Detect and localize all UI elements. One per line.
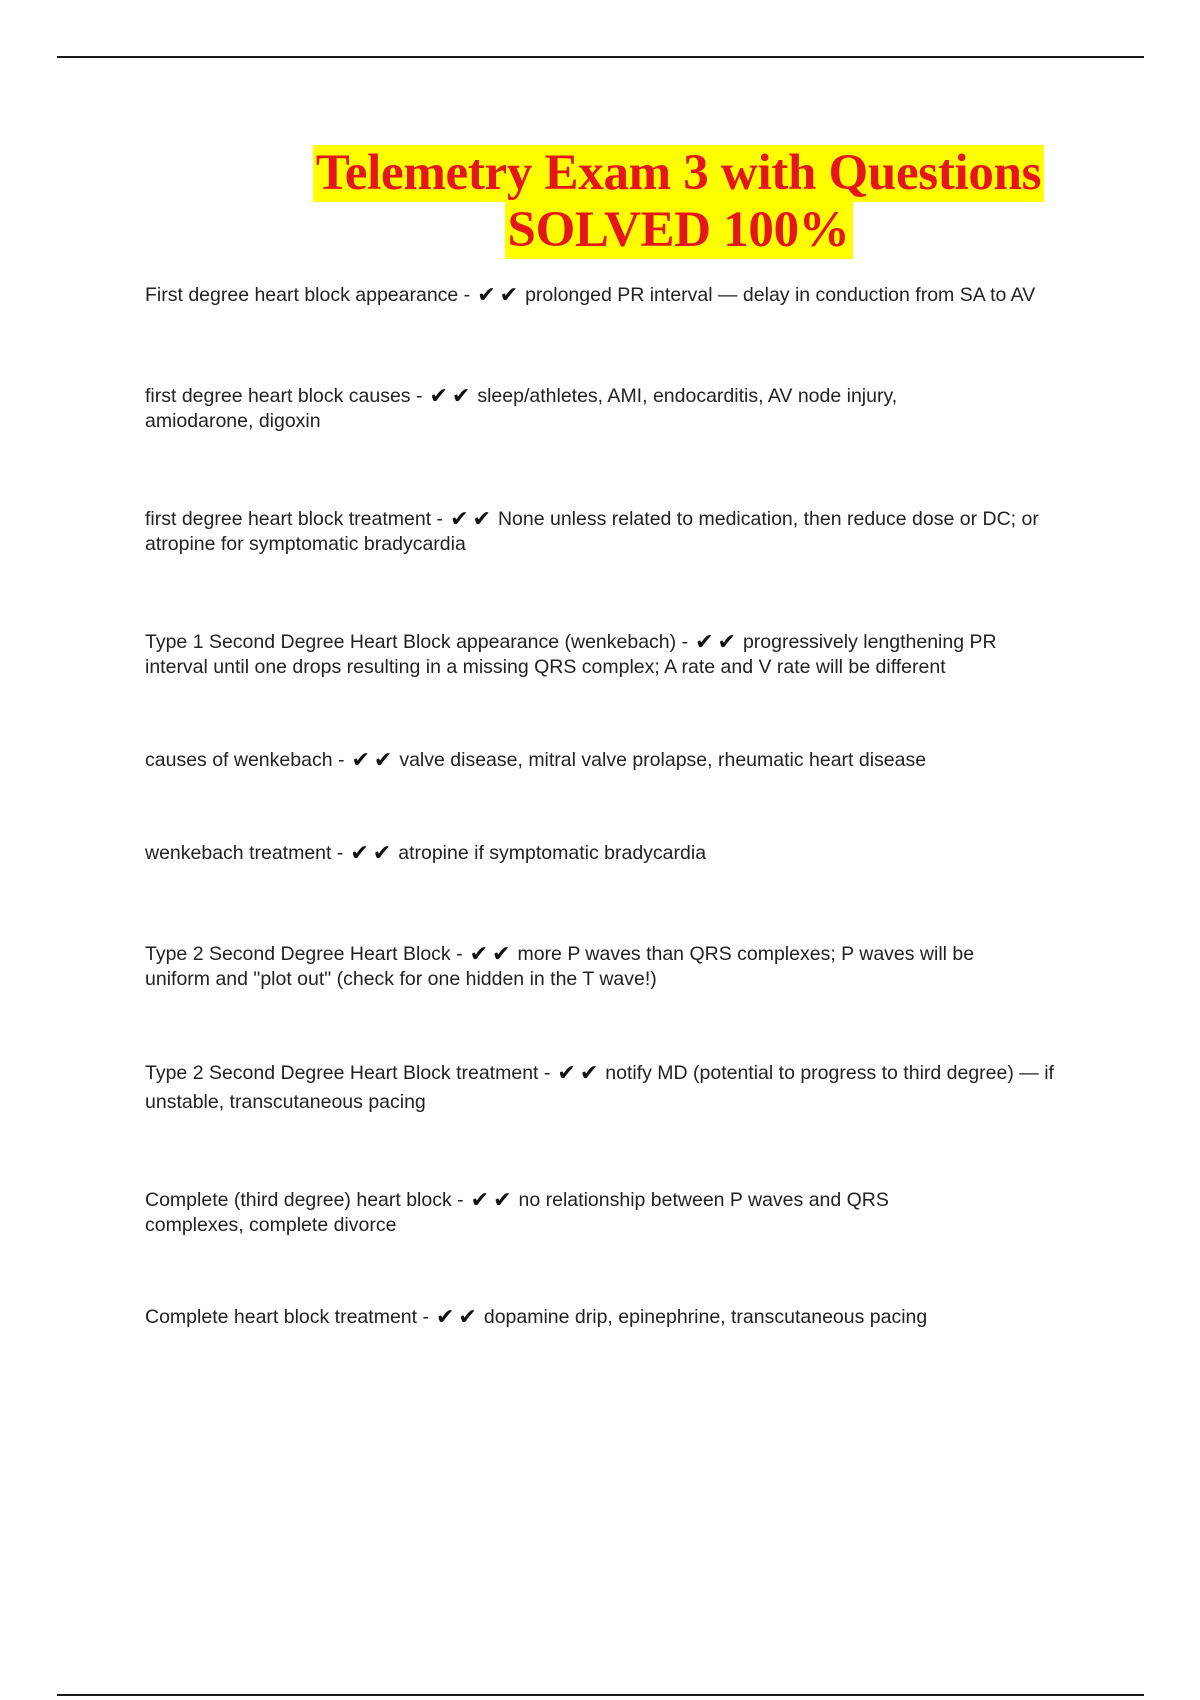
answer-text: notify MD (potential to progress to third degree) — if unstable, transcutaneous pacing bbox=[145, 1062, 1054, 1113]
question-text: causes of wenkebach - bbox=[145, 749, 345, 771]
check-icon: ✔ bbox=[499, 283, 521, 308]
answer-text: prolonged PR interval — delay in conduction from SA to AV bbox=[525, 284, 1036, 306]
title-line-1: Telemetry Exam 3 with Questions bbox=[313, 145, 1044, 202]
check-icon: ✔ bbox=[351, 748, 372, 773]
check-icon: ✔ bbox=[472, 507, 493, 532]
qa-item bbox=[145, 630, 1035, 680]
check-icon: ✔ bbox=[435, 1305, 457, 1330]
question-text: First degree heart block appearance - bbox=[145, 284, 471, 306]
qa-item bbox=[145, 507, 1045, 557]
check-icon: ✔ bbox=[429, 384, 450, 409]
check-icon: ✔ bbox=[470, 1188, 492, 1213]
answer-text: valve disease, mitral valve prolapse, rheumatic heart disease bbox=[399, 749, 927, 771]
check-icon: ✔ bbox=[557, 1061, 578, 1086]
check-icon: ✔ bbox=[492, 942, 513, 967]
check-icon: ✔ bbox=[350, 841, 371, 866]
qa-item bbox=[145, 1305, 1095, 1330]
question-text: first degree heart block treatment - bbox=[145, 508, 444, 530]
answer-text: no relationship between P waves and QRS complexes, complete divorce bbox=[145, 1189, 889, 1236]
check-icon: ✔ bbox=[579, 1061, 601, 1086]
answer-text: atropine if symptomatic bradycardia bbox=[398, 842, 707, 864]
title-line-2: SOLVED 100% bbox=[505, 202, 853, 259]
question-text: Complete (third degree) heart block - bbox=[145, 1189, 464, 1211]
answer-text: None unless related to medication, then reduce dose or DC; or atropine for symptomatic bradycardia bbox=[145, 508, 1039, 555]
document-title bbox=[57, 145, 1200, 259]
qa-item bbox=[145, 384, 965, 434]
check-icon: ✔ bbox=[373, 748, 395, 773]
answer-text: progressively lengthening PR interval until one drops resulting in a missing QRS complex; A rate and V rate will be different bbox=[145, 631, 997, 678]
answer-text: sleep/athletes, AMI, endocarditis, AV node injury, amiodarone, digoxin bbox=[145, 385, 898, 432]
check-icon: ✔ bbox=[477, 283, 498, 308]
answer-text: dopamine drip, epinephrine, transcutaneous pacing bbox=[483, 1306, 928, 1328]
question-text: Type 1 Second Degree Heart Block appearance (wenkebach) - bbox=[145, 631, 689, 653]
check-icon: ✔ bbox=[450, 507, 471, 532]
check-icon: ✔ bbox=[717, 630, 738, 655]
check-icon: ✔ bbox=[695, 630, 716, 655]
answer-text: more P waves than QRS complexes; P waves will be uniform and "plot out" (check for one hidden in the T wave!) bbox=[145, 943, 975, 990]
question-text: Complete heart block treatment - bbox=[145, 1306, 429, 1328]
bottom-rule bbox=[57, 1694, 1144, 1696]
question-text: first degree heart block causes - bbox=[145, 385, 423, 407]
qa-item bbox=[145, 283, 1095, 308]
check-icon: ✔ bbox=[451, 384, 473, 409]
check-icon: ✔ bbox=[458, 1305, 479, 1330]
check-icon: ✔ bbox=[372, 841, 394, 866]
check-icon: ✔ bbox=[493, 1188, 514, 1213]
qa-item bbox=[145, 1188, 935, 1238]
qa-item bbox=[145, 841, 1095, 866]
qa-item bbox=[145, 1059, 1090, 1116]
check-icon: ✔ bbox=[469, 942, 491, 967]
qa-item bbox=[145, 748, 1095, 773]
question-text: wenkebach treatment - bbox=[145, 842, 344, 864]
question-text: Type 2 Second Degree Heart Block treatment - bbox=[145, 1062, 551, 1084]
question-text: Type 2 Second Degree Heart Block - bbox=[145, 943, 463, 965]
top-rule bbox=[57, 56, 1144, 58]
qa-item bbox=[145, 942, 1005, 992]
